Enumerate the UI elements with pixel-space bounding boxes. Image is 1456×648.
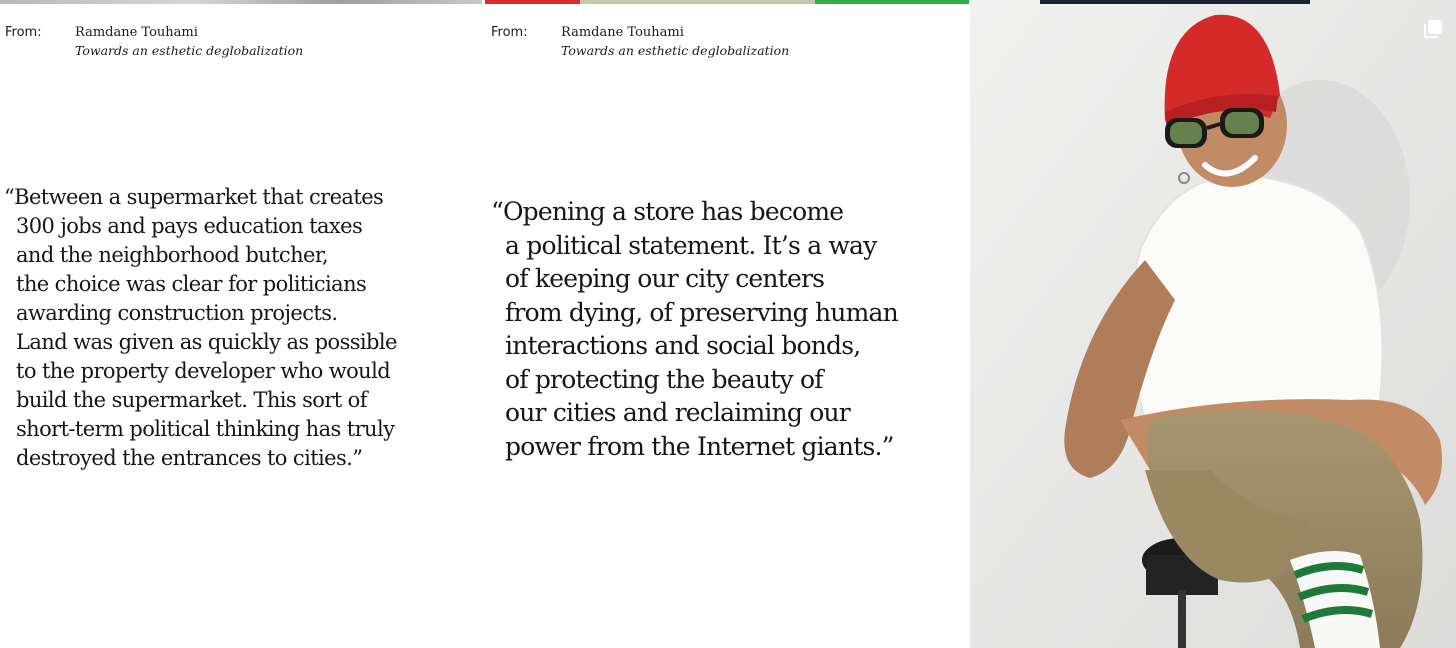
- quote-line: 300 jobs and pays education taxes: [16, 214, 363, 238]
- quote-line: Land was given as quickly as possible: [16, 330, 397, 354]
- from-label: From:: [5, 25, 42, 40]
- author-name: Ramdane Touhami: [561, 25, 684, 40]
- portrait-photo: [970, 0, 1456, 648]
- quote-line: to the property developer who would: [16, 359, 391, 383]
- quote-line: destroyed the entrances to cities.”: [16, 446, 363, 470]
- post-tile-quote-supermarket[interactable]: [0, 0, 482, 648]
- book-title: Towards an esthetic deglobalization: [561, 43, 790, 58]
- quote-line: our cities and reclaiming our: [505, 398, 850, 427]
- quote-line: power from the Internet giants.”: [505, 431, 894, 461]
- quote-line: interactions and social bonds,: [505, 331, 861, 360]
- quote-line: from dying, of preserving human: [505, 297, 898, 327]
- quote-line: of protecting the beauty of: [505, 364, 823, 394]
- book-title: Towards an esthetic deglobalization: [75, 43, 304, 58]
- quote-line: short-term political thinking has truly: [16, 417, 395, 441]
- previous-row-image-edge: [485, 0, 969, 4]
- quote-line: a political statement. It’s a way: [505, 230, 877, 260]
- quote-line: the choice was clear for politicians: [16, 272, 367, 296]
- post-tile-quote-store[interactable]: [485, 0, 969, 648]
- quote-line: build the supermarket. This sort of: [16, 388, 367, 412]
- from-label: From:: [491, 25, 528, 40]
- previous-row-image-edge: [0, 0, 482, 4]
- quote-text: [4, 183, 397, 473]
- quote-line: of keeping our city centers: [505, 264, 825, 293]
- quote-line: awarding construction projects.: [16, 301, 338, 325]
- quote-line: “Between a supermarket that creates: [4, 185, 384, 209]
- quote-text: [491, 195, 898, 463]
- quote-line: “Opening a store has become: [491, 197, 844, 226]
- quote-line: and the neighborhood butcher,: [16, 243, 329, 267]
- author-name: Ramdane Touhami: [75, 25, 198, 40]
- multiple-images-icon: [1422, 18, 1444, 40]
- post-tile-portrait-photo[interactable]: [970, 0, 1456, 648]
